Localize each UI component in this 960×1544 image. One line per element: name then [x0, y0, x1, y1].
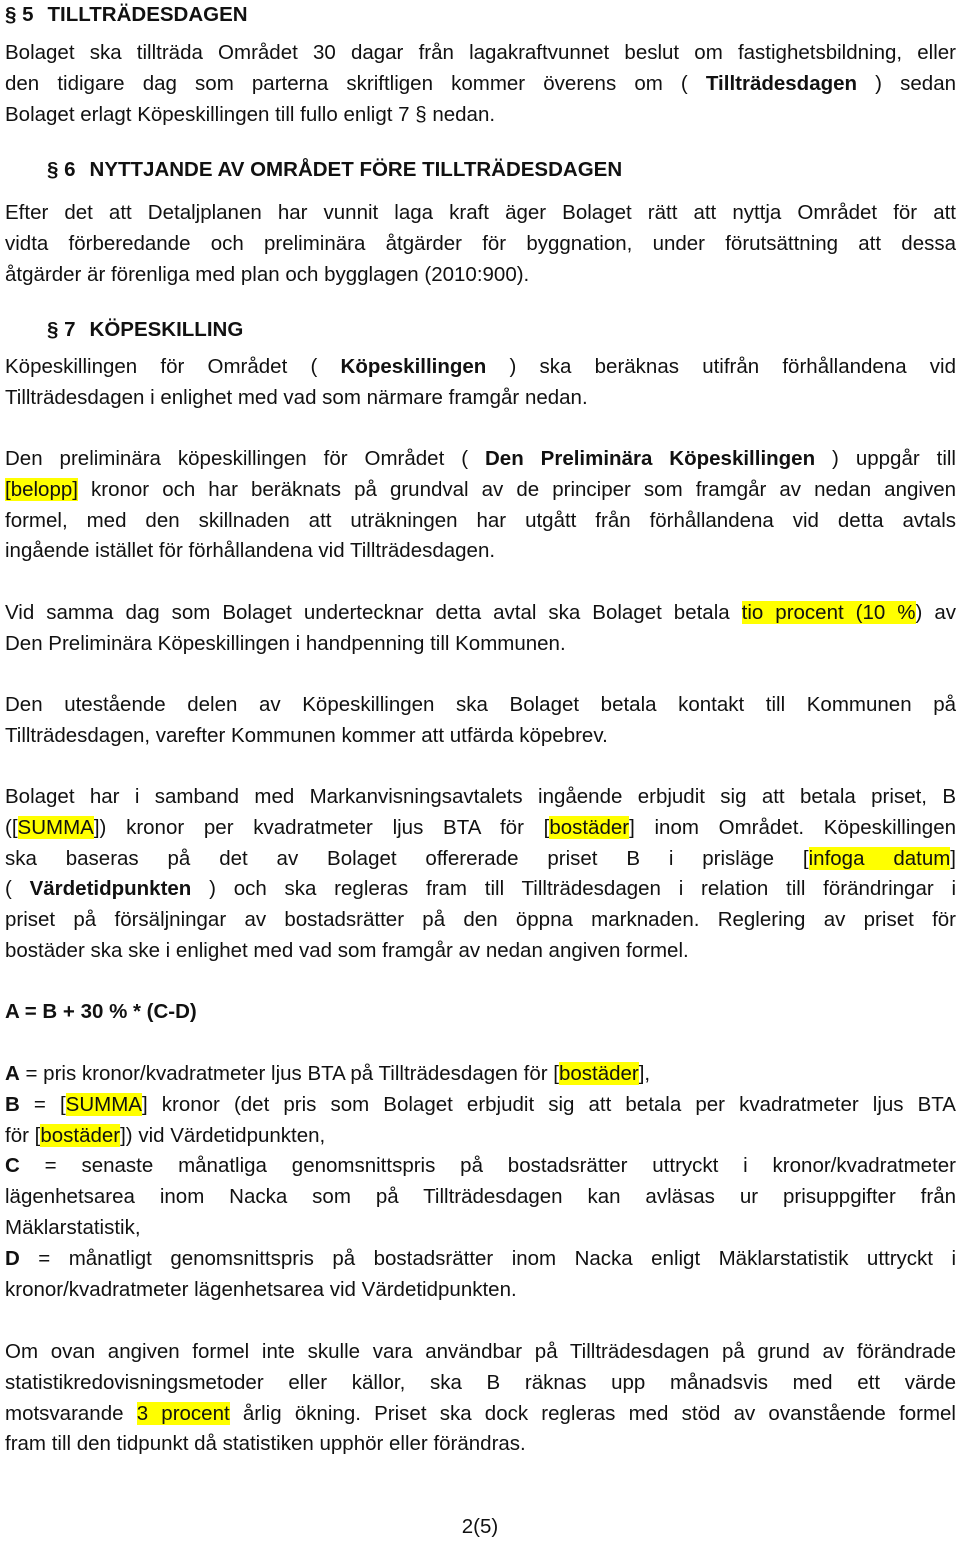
text-line: Köpeskillingen för Området ( Köpeskillingen ) ska beräknas utifrån förhållandena vid	[5, 355, 957, 378]
definition-a: A = pris kronor/kvadratmeter ljus BTA på Tillträdesdagen för [bostäder],	[5, 1062, 651, 1085]
text-line: Bolaget erlagt Köpeskillingen till fullo enligt 7 § nedan.	[5, 102, 496, 126]
defined-term: Den Preliminära Köpeskillingen	[468, 447, 816, 470]
placeholder-highlight: SUMMA	[65, 1092, 142, 1116]
text-line: Den preliminära köpeskillingen för Området ( Den Preliminära Köpeskillingen ) uppgår till	[5, 447, 956, 470]
section-7-paragraph-3	[5, 598, 956, 660]
section-sign: § 6	[47, 158, 76, 181]
section-7-paragraph-1	[5, 352, 956, 414]
section-title: NYTTJANDE AV OMRÅDET FÖRE TILLTRÄDESDAGEN	[89, 158, 623, 181]
text-line: Om ovan angiven formel inte skulle vara användbar på Tillträdesdagen på grund av förändrade	[5, 1340, 956, 1363]
section-sign: § 5	[5, 3, 34, 26]
text-line: Den Preliminära Köpeskillingen i handpenning till Kommunen.	[5, 631, 566, 655]
text-line: kronor/kvadratmeter lägenhetsarea vid Värdetidpunkten.	[5, 1277, 517, 1301]
text-line: Tillträdesdagen, varefter Kommunen kommer att utfärda köpebrev.	[5, 723, 608, 747]
text-line: statistikredovisningsmetoder eller källor, ska B räknas upp månadsvis med ett värde	[5, 1370, 956, 1394]
text-line: Bolaget har i samband med Markanvisningsavtalets ingående erbjudit sig att betala priset, B	[5, 785, 956, 808]
text-line: Den utestående delen av Köpeskillingen ska Bolaget betala kontakt till Kommunen på	[5, 693, 956, 716]
text-line: [belopp] kronor och har beräknats på grundval av de principer som framgår av nedan angiven	[5, 477, 956, 501]
text-line: ska baseras på det av Bolaget offererade priset B i prisläge [infoga datum]	[5, 846, 956, 870]
text-line: formel, med den skillnaden att uträkningen har utgått från förhållandena vid detta avtals	[5, 508, 956, 532]
text-line: Vid samma dag som Bolaget undertecknar detta avtal ska Bolaget betala tio procent (10 %) av	[5, 601, 956, 624]
placeholder-highlight: 3 procent	[136, 1401, 230, 1425]
section-7-paragraph-5	[5, 782, 956, 967]
defined-term: Tillträdesdagen	[687, 71, 858, 95]
placeholder-highlight: SUMMA	[17, 815, 94, 839]
defined-term: Värdetidpunkten	[11, 877, 192, 901]
placeholder-highlight: bostäder	[40, 1123, 121, 1147]
placeholder-highlight: [belopp]	[5, 477, 78, 501]
defined-term: Köpeskillingen	[317, 355, 487, 378]
section-7-paragraph-6	[5, 1337, 956, 1460]
text-line: åtgärder är förenliga med plan och bygglagen (2010:900).	[5, 262, 530, 286]
section-sign: § 7	[47, 318, 76, 341]
text-line: motsvarande 3 procent årlig ökning. Priset ska dock regleras med stöd av ovanstående formel	[5, 1401, 956, 1425]
text-line: fram till den tidpunkt då statistiken upphör eller förändras.	[5, 1432, 526, 1456]
section-7-paragraph-4	[5, 690, 956, 752]
page-number: 2(5)	[461, 1515, 499, 1538]
placeholder-highlight: tio procent (10 %	[741, 601, 916, 624]
section-title: TILLTRÄDESDAGEN	[47, 3, 248, 26]
text-line: Bolaget ska tillträda Området 30 dagar från lagakraftvunnet beslut om fastighetsbildning, eller	[5, 41, 956, 64]
text-line: lägenhetsarea inom Nacka som på Tillträdesdagen kan avläsas ur prisuppgifter från	[5, 1185, 956, 1209]
placeholder-highlight: bostäder	[549, 815, 630, 839]
text-line: priset på försäljningar av bostadsrätter på den öppna marknaden. Reglering av priset för	[5, 908, 956, 932]
price-formula: A = B + 30 % * (C-D)	[5, 1000, 197, 1023]
section-5-paragraph	[5, 38, 956, 130]
text-line: Efter det att Detaljplanen har vunnit laga kraft äger Bolaget rätt att nyttja Området för att	[5, 201, 956, 224]
definition-c: C = senaste månatliga genomsnittspris på bostadsrätter uttryckt i kronor/kvadratmeter	[5, 1154, 956, 1178]
text-line: vidta förberedande och preliminära åtgärder för byggnation, under förutsättning att dessa	[5, 231, 956, 255]
text-line: ([SUMMA]) kronor per kvadratmeter ljus BTA för [bostäder] inom Området. Köpeskillingen	[5, 815, 956, 839]
text-line: den tidigare dag som parterna skriftligen kommer överens om ( Tillträdesdagen ) sedan	[5, 71, 956, 95]
section-7-paragraph-2	[5, 444, 956, 567]
section-7-heading	[47, 315, 960, 345]
section-title: KÖPESKILLING	[89, 318, 244, 341]
text-line: Mäklarstatistik,	[5, 1215, 141, 1239]
formula-definitions	[5, 1059, 956, 1305]
placeholder-highlight: infoga datum	[808, 846, 951, 870]
section-6-paragraph	[5, 198, 956, 290]
text-line: för [bostäder]) vid Värdetidpunkten,	[5, 1123, 326, 1147]
text-line: Tillträdesdagen i enlighet med vad som närmare framgår nedan.	[5, 385, 588, 409]
definition-b: B = [SUMMA] kronor (det pris som Bolaget erbjudit sig att betala per kvadratmeter ljus BTA	[5, 1092, 956, 1116]
text-line: ingående istället för förhållandena vid Tillträdesdagen.	[5, 539, 496, 563]
definition-d: D = månatligt genomsnittspris på bostadsrätter inom Nacka enligt Mäklarstatistik uttryckt i	[5, 1246, 956, 1270]
placeholder-highlight: bostäder	[558, 1062, 639, 1085]
text-line: bostäder ska ske i enlighet med vad som framgår av nedan angiven formel.	[5, 938, 689, 962]
section-6-heading	[47, 155, 960, 185]
text-line: ( Värdetidpunkten ) och ska regleras fram till Tillträdesdagen i relation till förändringar i	[5, 877, 957, 901]
section-5-heading	[5, 0, 956, 30]
